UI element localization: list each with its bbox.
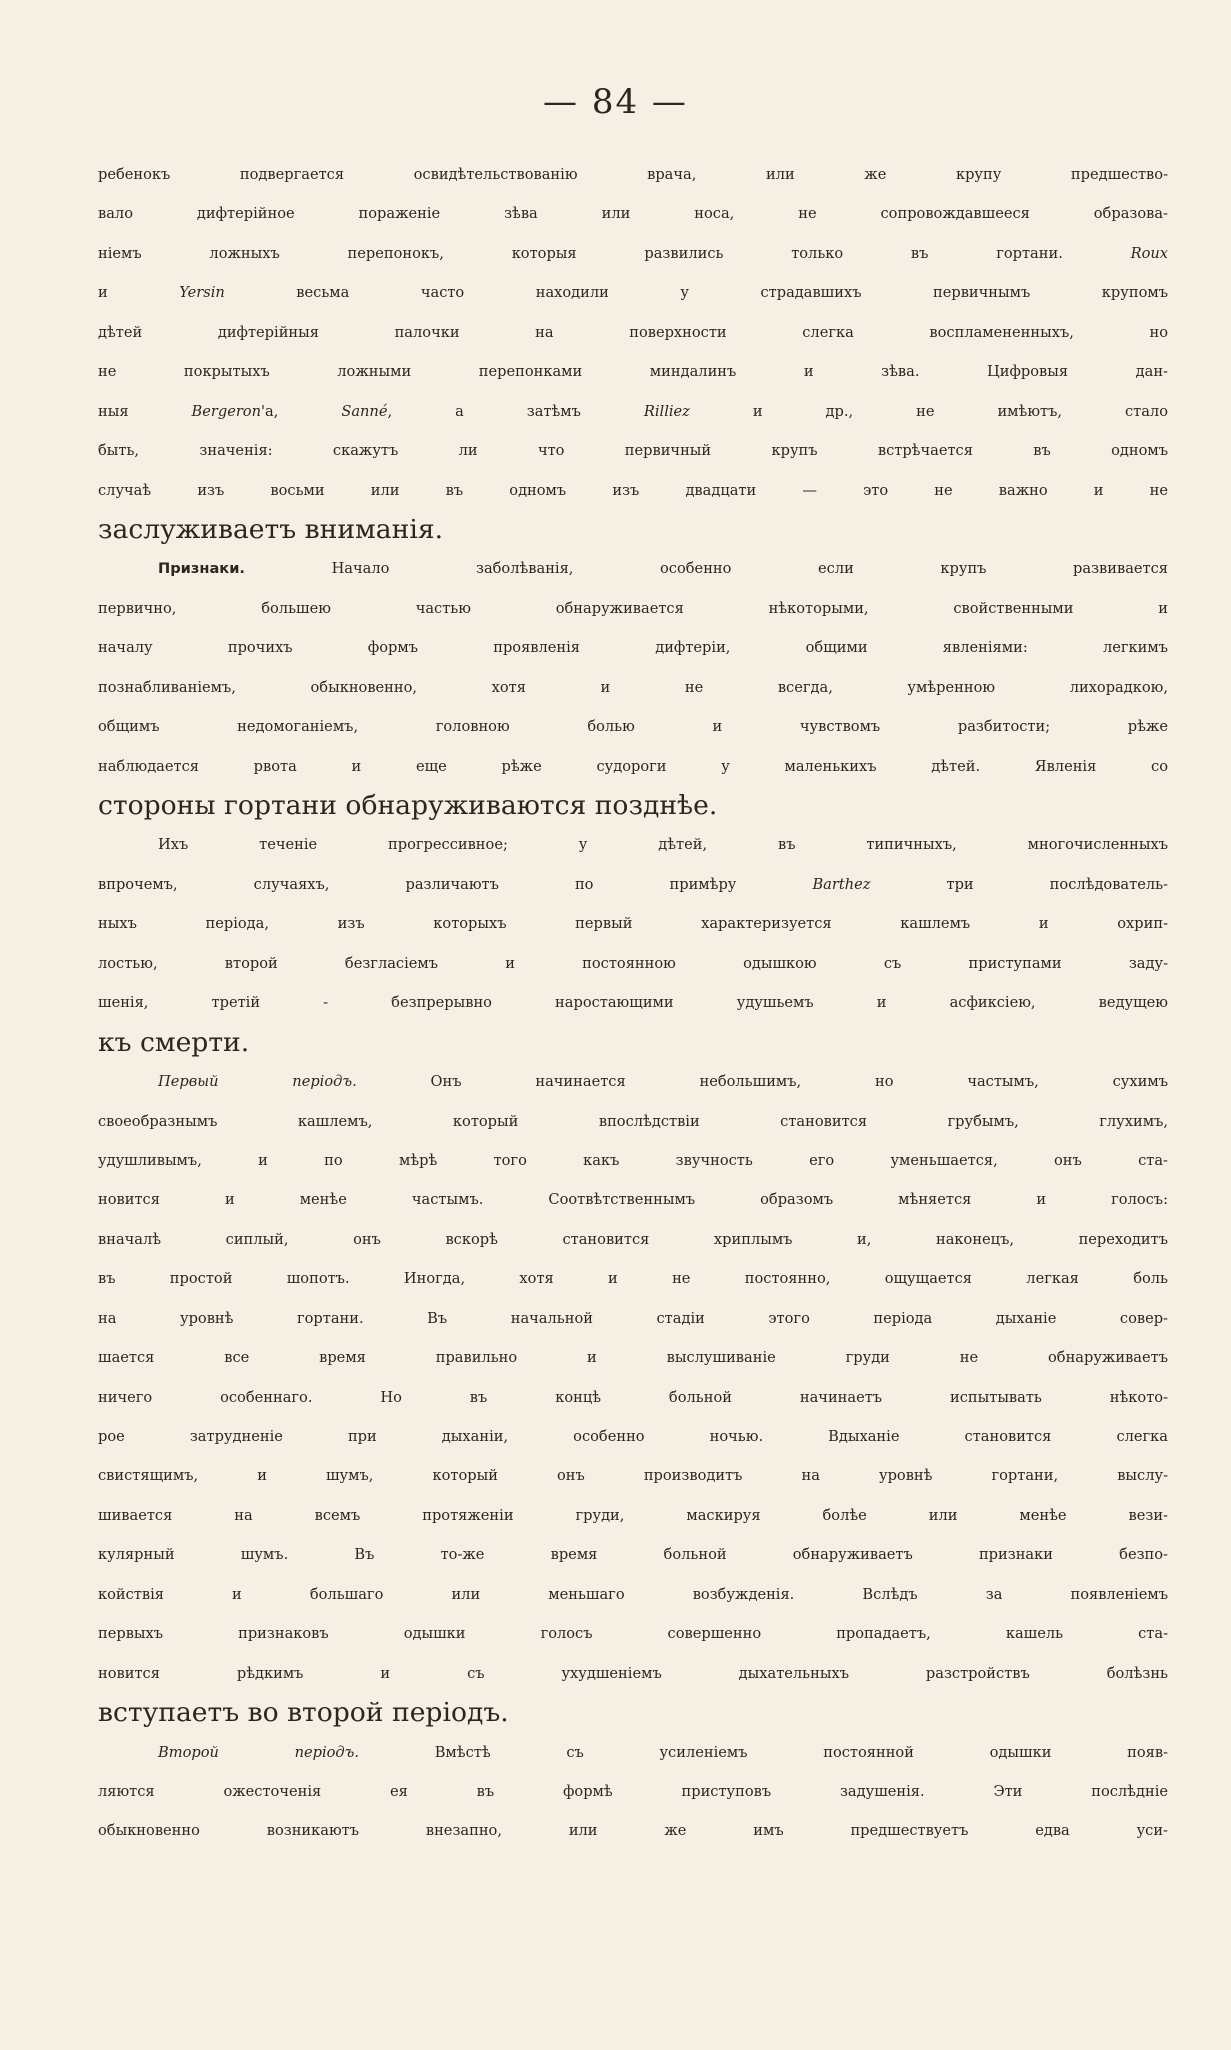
text-run: впрочемъ, случаяхъ, различаютъ по примѣру <box>98 875 813 893</box>
text-line <box>98 1535 1168 1574</box>
text-run: шенія, третій - безпрерывно наростающими удушьемъ и асфиксіею, ведущею <box>98 994 1168 1012</box>
text-line <box>98 155 1168 194</box>
text-run: ныхъ періода, изъ которыхъ первый характеризуется кашлемъ и охрип- <box>98 915 1168 933</box>
italic-text: Rilliez <box>643 402 690 420</box>
text-line <box>98 628 1168 667</box>
text-line <box>98 1417 1168 1456</box>
text-run: обыкновенно возникаютъ внезапно, или же имъ предшествуетъ едва уси- <box>98 1822 1168 1840</box>
text-run: три послѣдователь- <box>870 875 1168 893</box>
text-run: лостью, второй безгласіемъ и постоянною одышкою съ приступами заду- <box>98 954 1168 972</box>
text-line <box>98 944 1168 983</box>
text-line <box>98 392 1168 431</box>
text-line <box>98 1575 1168 1614</box>
text-line <box>98 1338 1168 1377</box>
text-line <box>98 1496 1168 1535</box>
text-line <box>98 549 1168 588</box>
text-run: шается все время правильно и выслушиваніе груди не обнаруживаетъ <box>98 1349 1168 1367</box>
text-run: вступаетъ во второй періодъ. <box>98 1697 509 1729</box>
text-run: , а затѣмъ <box>387 402 644 420</box>
text-line <box>98 904 1168 943</box>
text-line <box>98 1378 1168 1417</box>
text-line <box>98 1180 1168 1219</box>
text-line <box>98 1259 1168 1298</box>
text-line <box>98 1654 1168 1693</box>
text-run: въ простой шопотъ. Иногда, хотя и не постоянно, ощущается легкая боль <box>98 1270 1168 1288</box>
text-run: своеобразнымъ кашлемъ, который впослѣдствіи становится грубымъ, глухимъ, <box>98 1112 1168 1130</box>
text-line <box>98 1023 1168 1062</box>
section-heading: Признаки. <box>158 560 245 578</box>
text-line <box>98 1456 1168 1495</box>
text-line <box>98 1220 1168 1259</box>
text-line <box>98 668 1168 707</box>
text-line <box>98 1772 1168 1811</box>
text-run: ребенокъ подвергается освидѣтельствованію врача, или же крупу предшество- <box>98 166 1168 183</box>
text-run: весьма часто находили у страдавшихъ первичнымъ крупомъ <box>224 284 1168 302</box>
text-line <box>98 786 1168 825</box>
text-line <box>98 313 1168 352</box>
text-run: дѣтей дифтерійныя палочки на поверхности слегка воспламененныхъ, но <box>98 323 1168 341</box>
text-line <box>98 234 1168 273</box>
text-run: Ихъ теченіе прогрессивное; у дѣтей, въ типичныхъ, многочисленныхъ <box>158 836 1168 854</box>
text-run: вначалѣ сиплый, онъ вскорѣ становится хриплымъ и, наконецъ, переходитъ <box>98 1230 1168 1248</box>
text-line <box>98 1141 1168 1180</box>
text-run: быть, значенія: скажутъ ли что первичный крупъ встрѣчается въ одномъ <box>98 442 1168 460</box>
text-line <box>98 865 1168 904</box>
text-run: случаѣ изъ восьми или въ одномъ изъ двадцати — это не важно и не <box>98 481 1168 499</box>
italic-text: Второй періодъ. <box>158 1743 360 1761</box>
text-line <box>98 1614 1168 1653</box>
text-run: ніемъ ложныхъ перепонокъ, которыя развились только въ гортани. <box>98 244 1131 262</box>
text-run: къ смерти. <box>98 1026 250 1058</box>
text-line <box>98 1299 1168 1338</box>
text-run: вало дифтерійное пораженіе зѣва или носа, не сопровождавшееся образова- <box>98 205 1168 223</box>
text-line <box>98 431 1168 470</box>
italic-text: Roux <box>1130 244 1168 262</box>
text-run: первично, большею частью обнаруживается нѣкоторыми, свойственными и <box>98 599 1168 617</box>
text-run: рое затрудненіе при дыханіи, особенно ночью. Вдыханіе становится слегка <box>98 1428 1168 1445</box>
text-run: стороны гортани обнаруживаются позднѣе. <box>98 790 718 821</box>
text-run: заслуживаетъ вниманія. <box>98 513 444 545</box>
text-run: новится рѣдкимъ и съ ухудшеніемъ дыхательныхъ разстройствъ болѣзнь <box>98 1664 1168 1682</box>
text-run: ляются ожесточенія ея въ формѣ приступовъ задушенія. Эти послѣдніе <box>98 1782 1168 1800</box>
text-line <box>98 471 1168 510</box>
text-run: и <box>98 284 180 302</box>
text-run: общимъ недомоганіемъ, головною болью и чувствомъ разбитости; рѣже <box>98 718 1168 736</box>
text-run: на уровнѣ гортани. Въ начальной стадіи этого періода дыханіе совер- <box>98 1309 1168 1327</box>
text-line <box>98 1062 1168 1101</box>
italic-text: Barthez <box>812 875 871 893</box>
text-line <box>98 589 1168 628</box>
text-run: и др., не имѣютъ, стало <box>689 402 1168 420</box>
italic-text: Yersin <box>179 284 225 302</box>
text-run: свистящимъ, и шумъ, который онъ производитъ на уровнѣ гортани, выслу- <box>98 1467 1168 1485</box>
text-run: первыхъ признаковъ одышки голосъ совершенно пропадаетъ, кашель ста- <box>98 1625 1168 1643</box>
text-line <box>98 510 1168 549</box>
text-run: началу прочихъ формъ проявленія дифтеріи, общими явленіями: легкимъ <box>98 639 1168 657</box>
body-text <box>98 155 1168 1851</box>
text-line <box>98 1811 1168 1850</box>
text-run: новится и менѣе частымъ. Соотвѣтственнымъ образомъ мѣняется и голосъ: <box>98 1191 1168 1209</box>
text-run: наблюдается рвота и еще рѣже судороги у маленькихъ дѣтей. Явленія со <box>98 757 1168 775</box>
text-line <box>98 273 1168 312</box>
text-line <box>98 1693 1168 1732</box>
text-line <box>98 1102 1168 1141</box>
text-line <box>98 747 1168 786</box>
page-number: — 84 — <box>543 82 688 122</box>
text-line <box>98 825 1168 864</box>
text-run: ничего особеннаго. Но въ концѣ больной начинаетъ испытывать нѣкото- <box>98 1388 1168 1406</box>
text-run: Онъ начинается небольшимъ, но частымъ, сухимъ <box>356 1073 1168 1091</box>
text-run: кулярный шумъ. Въ то-же время больной обнаруживаетъ признаки безпо- <box>98 1546 1168 1564</box>
text-run: познабливаніемъ, обыкновенно, хотя и не всегда, умѣренною лихорадкою, <box>98 678 1168 696</box>
text-run: Начало заболѣванія, особенно если крупъ развивается <box>244 560 1168 578</box>
text-run: удушливымъ, и по мѣрѣ того какъ звучность его уменьшается, онъ ста- <box>98 1151 1168 1169</box>
text-run: ныя <box>98 402 192 420</box>
text-run: Вмѣстѣ съ усиленіемъ постоянной одышки появ- <box>359 1743 1168 1761</box>
text-line <box>98 983 1168 1022</box>
italic-text: Bergeron <box>191 402 261 420</box>
text-run: 'а, <box>261 402 342 420</box>
text-line <box>98 1733 1168 1772</box>
text-run: не покрытыхъ ложными перепонками миндалинъ и зѣва. Цифровыя дан- <box>98 363 1168 381</box>
text-run: шивается на всемъ протяженіи груди, маскируя болѣе или менѣе вези- <box>98 1506 1168 1524</box>
text-line <box>98 707 1168 746</box>
text-run: койствія и большаго или меньшаго возбужденія. Вслѣдъ за появленіемъ <box>98 1585 1168 1603</box>
text-line <box>98 194 1168 233</box>
text-line <box>98 352 1168 391</box>
italic-text: Первый періодъ. <box>158 1073 357 1091</box>
italic-text: Sanné <box>341 402 388 420</box>
